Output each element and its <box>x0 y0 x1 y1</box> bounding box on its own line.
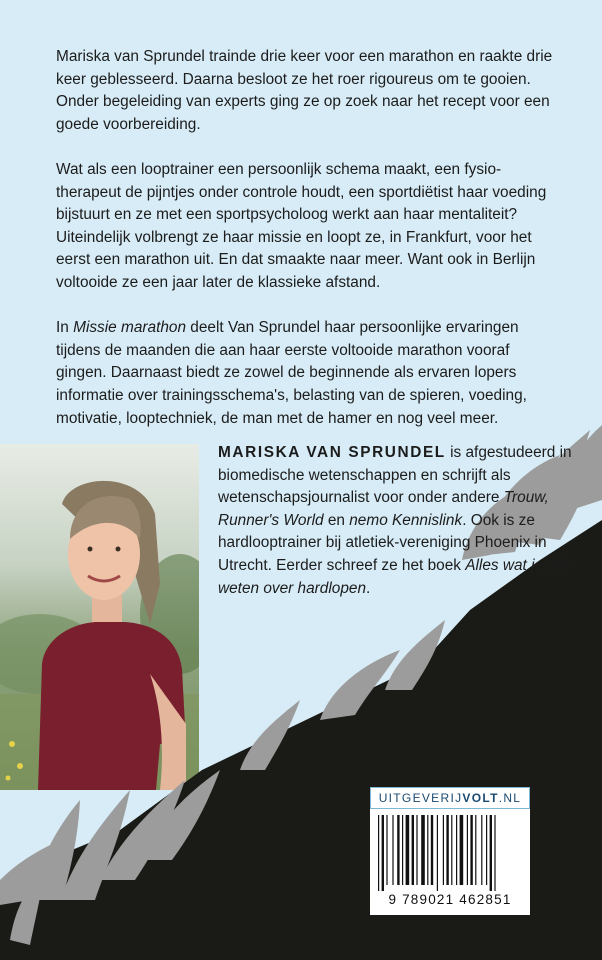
barcode-bar <box>456 815 457 885</box>
bio-publication-1: Trouw, Runner's World <box>218 489 549 529</box>
isbn-barcode <box>370 809 530 915</box>
bio-book-title: Alles wat je wilt weten over hardlopen <box>218 556 570 597</box>
isbn-number: 9 789021 462851 <box>388 892 512 907</box>
bio-text-2: en <box>323 511 350 529</box>
blurb-p3-post: deelt Van Sprundel haar persoonlijke ervaringen tijdens de maanden die aan haar eerste voltooide marathon vooraf gingen. Daarnaast biedt ze zowel de beginnende als ervaren lopers informatie over trainingsschema's, belasting van de spieren, voeding, motivatie, looptechniek, de man met de hamer en nog veel meer. <box>56 319 527 427</box>
blurb-paragraph-1: Mariska van Sprundel trainde drie keer voor een marathon en raakte drie keer geblesseerd. Daarna besloot ze het roer rigoureus om te gooien. Onder begeleiding van experts ging ze op zoek naar het recept voor een goede voorbereiding. <box>56 48 553 133</box>
barcode-bar <box>460 815 464 885</box>
barcode-bar <box>446 815 448 885</box>
publisher-brand: VOLT <box>462 791 499 805</box>
blurb-p3-pre: In <box>56 319 74 337</box>
barcode-bar <box>481 815 482 885</box>
barcode-bar <box>431 815 433 885</box>
publisher-prefix: UITGEVERIJ <box>378 791 463 805</box>
barcode-bar <box>437 815 438 891</box>
bio-text-3: . Ook is ze hardlooptrainer bij atletiek-vereniging Phoenix in Utrecht. Eerder schreef ze het boek <box>218 511 547 574</box>
publisher-suffix: .NL <box>498 791 522 805</box>
author-bio <box>218 442 588 600</box>
barcode-bar <box>378 815 379 891</box>
bio-publication-2: nemo Kennislink <box>349 511 463 529</box>
barcode-bar <box>386 815 387 885</box>
author-name: MARISKA VAN SPRUNDEL <box>218 444 446 461</box>
barcode-bar <box>470 815 472 885</box>
barcode-bar <box>421 815 425 885</box>
bio-text-1: is afgestudeerd in biomedische wetenschappen en schrijft als wetenschapsjournalist voor onder andere <box>218 444 572 507</box>
barcode-bar <box>427 815 428 885</box>
barcode-bar <box>494 815 495 891</box>
barcode-bar <box>382 815 384 891</box>
blurb-paragraph-2: Wat als een looptrainer een persoonlijk schema maakt, een fysio-therapeut de pijntjes onder controle houdt, een sportdiëtist haar voeding bijstuurt en ze met een sportpsycholoog werkt aan haar mentaliteit? Uiteindelijk volbrengt ze haar missie en loopt ze, in Frankfurt, voor het eerst een marathon uit. En dat smaakte naar meer. Want ook in Berlijn voltooide ze een jaar later de klassieke afstand. <box>56 160 547 291</box>
barcode-bar <box>443 815 444 885</box>
barcode-bar <box>412 815 414 885</box>
book-title: Missie marathon <box>73 319 187 337</box>
barcode-bars <box>376 815 524 891</box>
publisher-label <box>370 787 530 809</box>
barcode-bar <box>451 815 452 885</box>
barcode-bar <box>392 815 393 885</box>
barcode-bar <box>397 815 399 885</box>
barcode-bar <box>490 815 492 891</box>
barcode-bar <box>475 815 476 885</box>
barcode-bar <box>406 815 410 885</box>
barcode-bar <box>467 815 468 885</box>
barcode-bar <box>402 815 403 885</box>
barcode-bar <box>486 815 487 885</box>
barcode-bar <box>416 815 417 885</box>
bio-text-4: . <box>366 579 371 597</box>
